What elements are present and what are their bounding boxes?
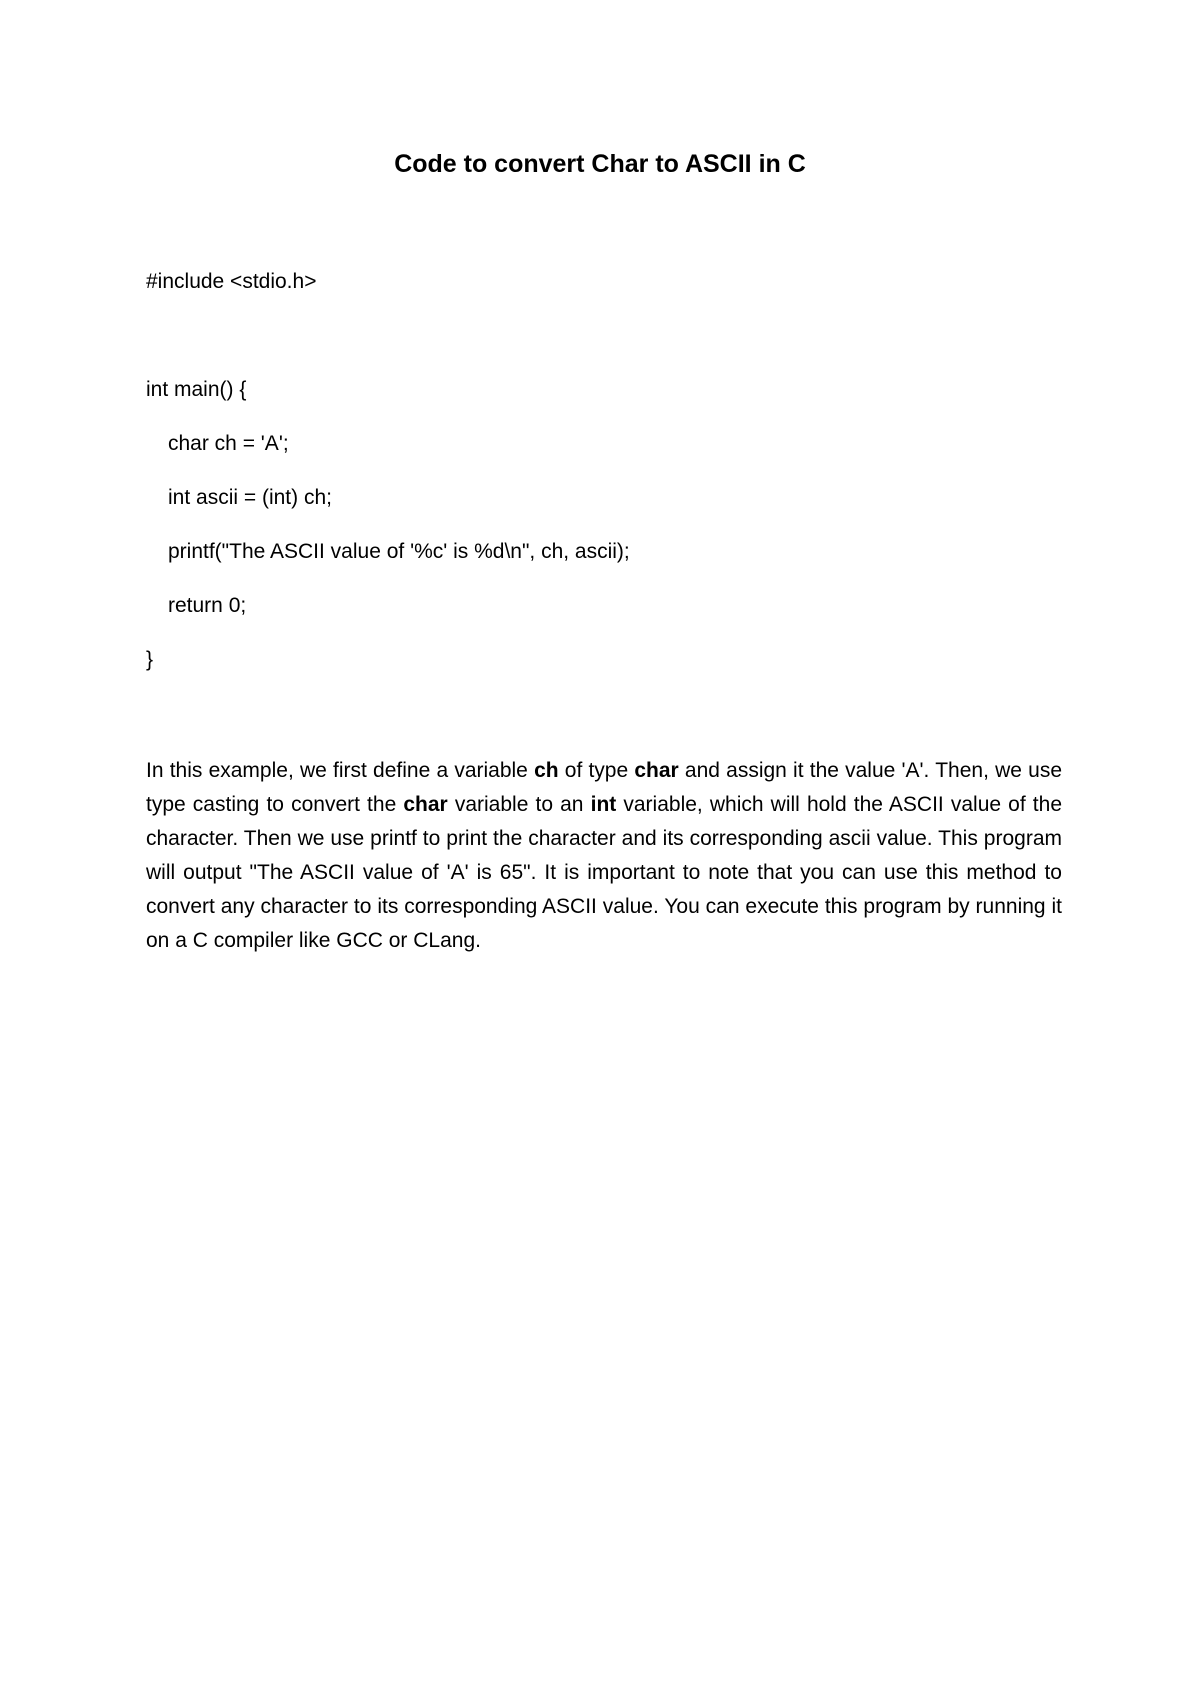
keyword-int: int	[590, 793, 617, 816]
paragraph-text: In this example, we first define a variable	[146, 759, 535, 782]
code-line-main-close: }	[146, 648, 154, 671]
paragraph-text: and assign it the value 'A'. Then, we use type casting to convert the	[146, 759, 1062, 816]
code-line-char: char ch = 'A';	[168, 432, 289, 455]
keyword-char: char	[634, 759, 679, 782]
code-line-printf: printf("The ASCII value of '%c' is %d\n", ch, ascii);	[168, 540, 630, 563]
paragraph-text: of type	[558, 759, 635, 782]
paragraph-text: variable to an	[447, 793, 591, 816]
paragraph-text: variable, which will hold the ASCII value of the character. Then we use printf to print the character and its corresponding ascii value. This program will output "The ASCII value of 'A' is 65". It is important to note that you can use this method to convert any character to its corresponding ASCII value. You can execute this program by running it on a C compiler like GCC or CLang.	[146, 793, 1062, 952]
explanation-paragraph	[146, 754, 1062, 958]
code-line-int: int ascii = (int) ch;	[168, 486, 332, 509]
code-line-return: return 0;	[168, 594, 247, 617]
code-line-include: #include <stdio.h>	[146, 270, 317, 293]
keyword-ch: ch	[534, 759, 559, 782]
page-title: Code to convert Char to ASCII in C	[394, 150, 806, 178]
keyword-char: char	[403, 793, 448, 816]
code-line-main-open: int main() {	[146, 378, 247, 401]
